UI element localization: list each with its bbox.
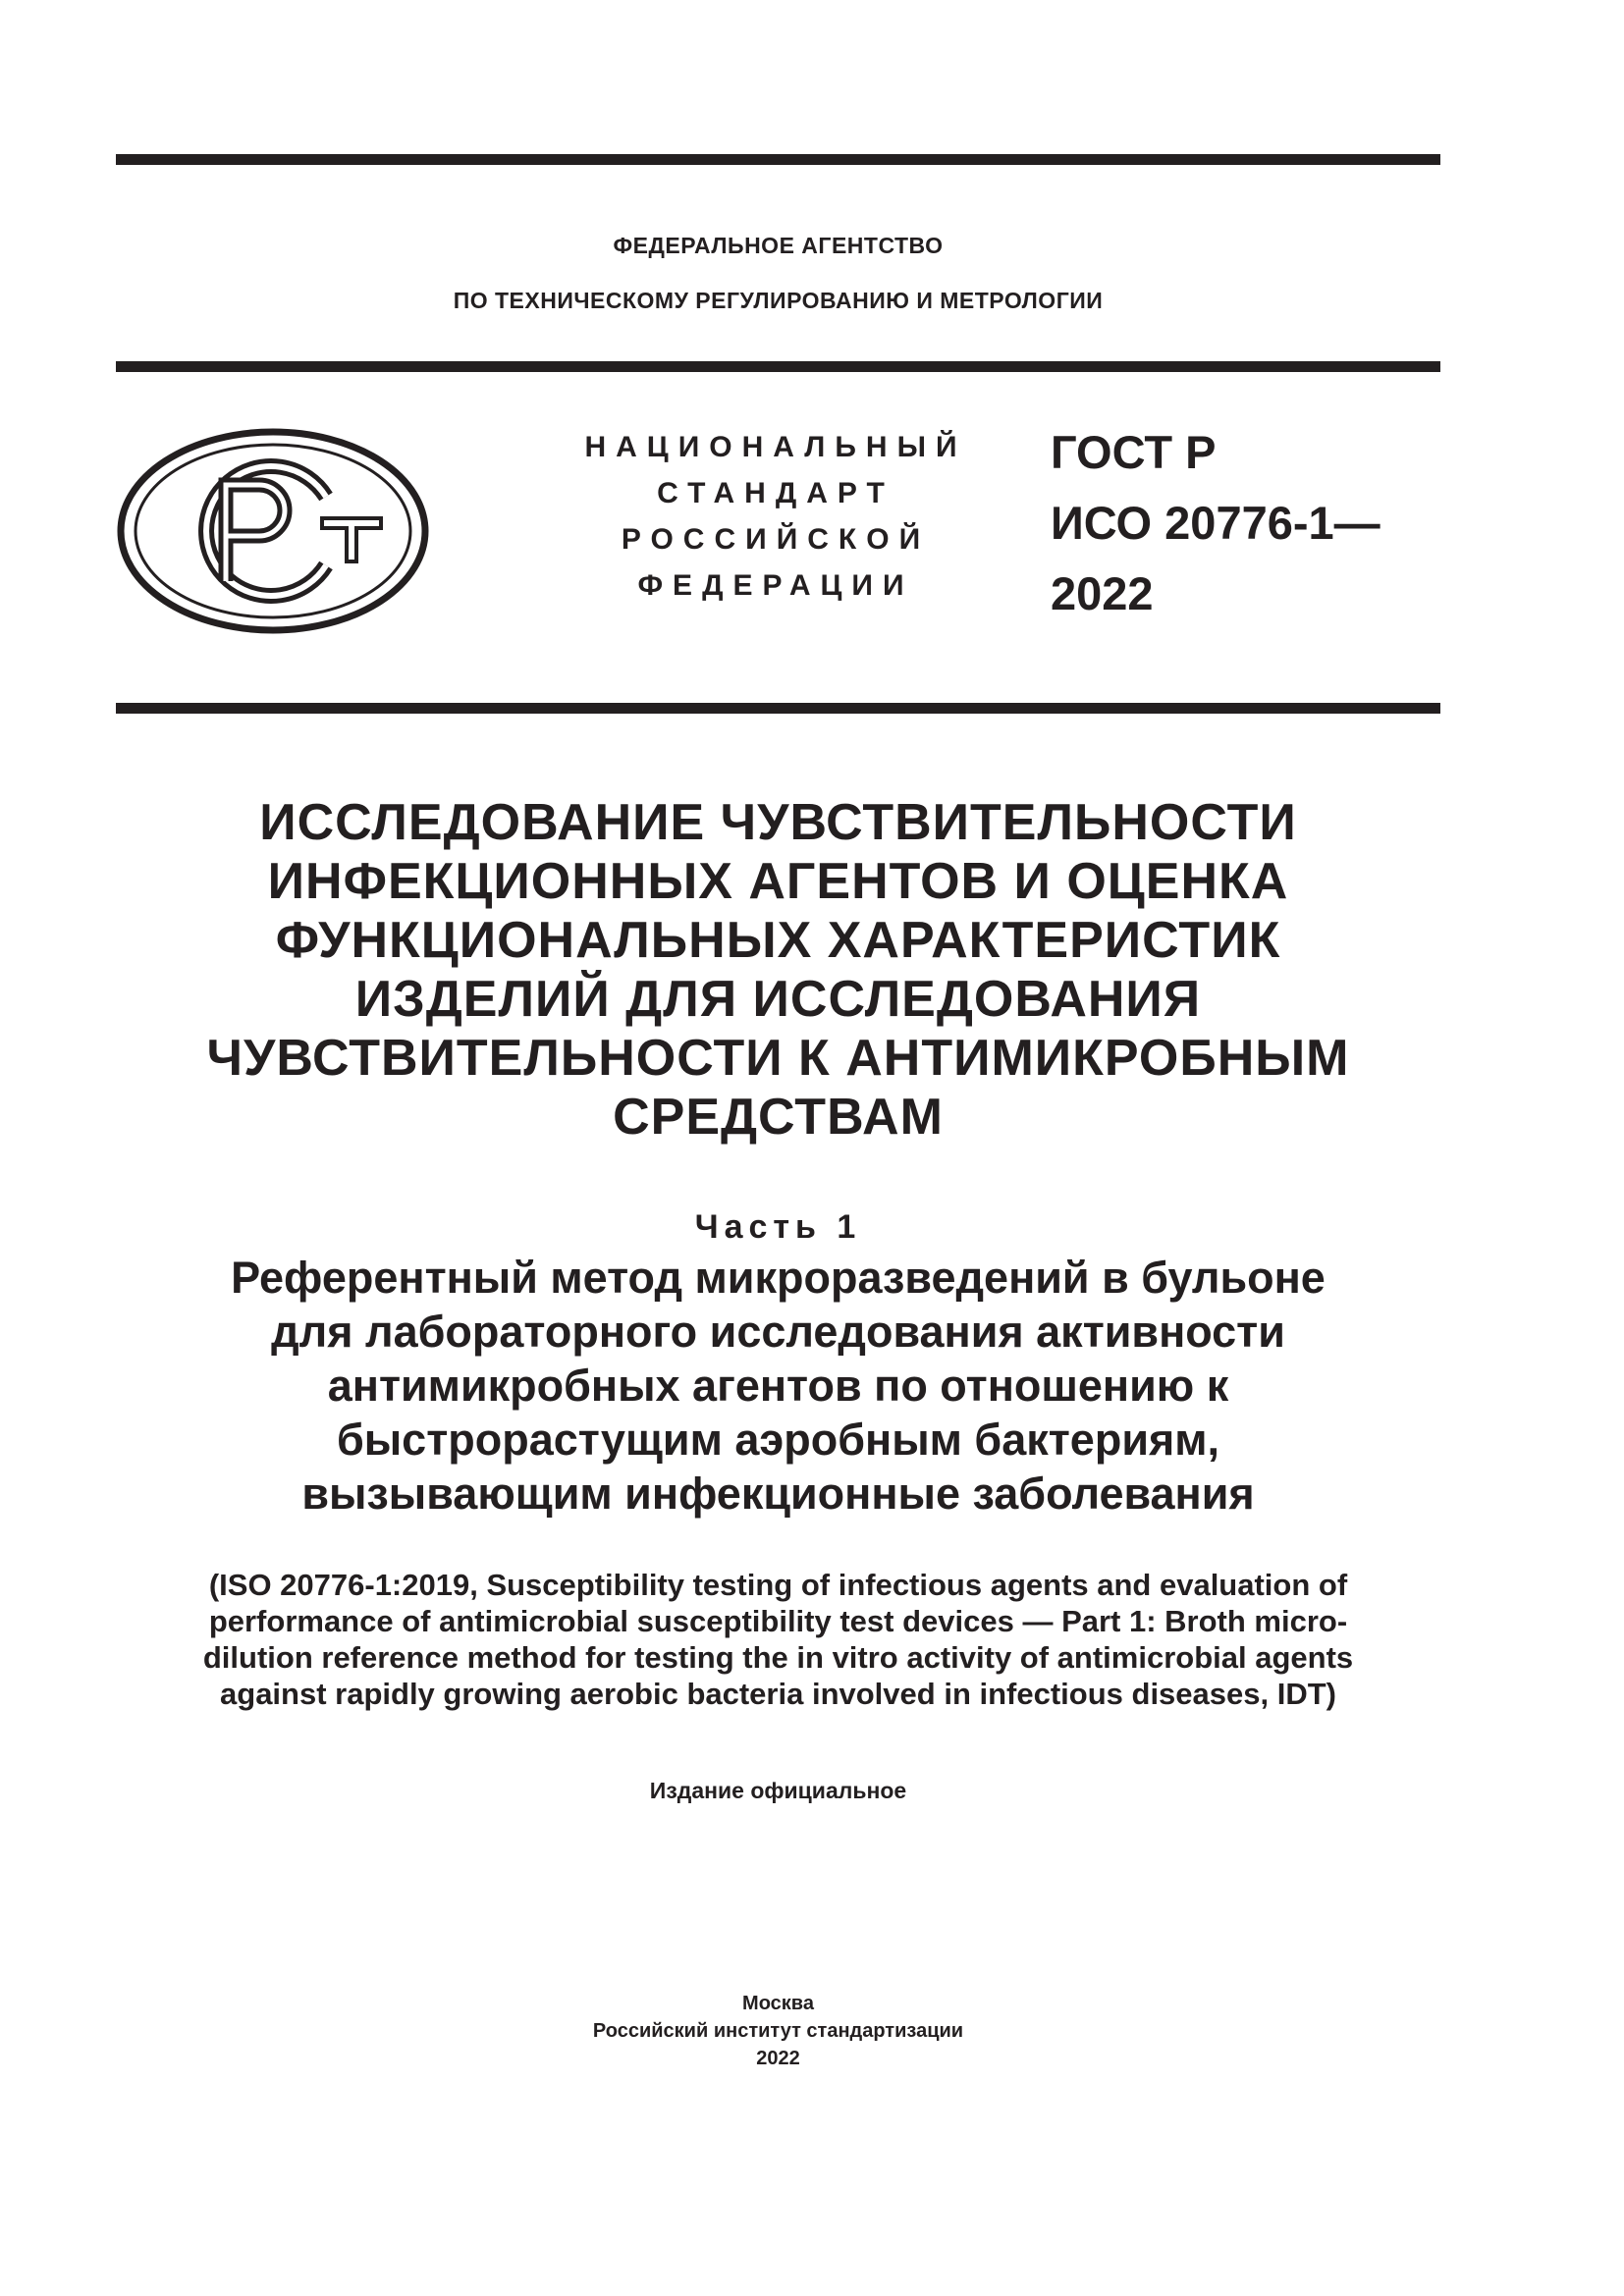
rst-certification-logo-icon <box>116 426 430 636</box>
designation-line-3: 2022 <box>1051 567 1154 619</box>
national-line-3: РОССИЙСКОЙ <box>621 523 931 556</box>
part-subtitle <box>116 1251 1440 1521</box>
title-line-4: ИЗДЕЛИЙ ДЛЯ ИССЛЕДОВАНИЯ <box>354 971 1202 1028</box>
middle-rule <box>116 361 1440 372</box>
designation-line-2: ИСО 20776-1— <box>1051 497 1380 549</box>
iso-line-2: performance of antimicrobial susceptibility test devices — Part 1: Broth micro- <box>208 1604 1348 1638</box>
iso-line-3: dilution reference method for testing the in vitro activity of antimicrobial agents <box>202 1640 1354 1675</box>
national-line-2: СТАНДАРТ <box>657 477 894 509</box>
subtitle-line-3: антимикробных агентов по отношению к <box>327 1361 1229 1411</box>
lower-rule <box>116 703 1440 714</box>
imprint-city: Москва <box>742 1993 814 2014</box>
title-line-6: СРЕДСТВАМ <box>613 1089 944 1146</box>
iso-line-4: against rapidly growing aerobic bacteria involved in infectious diseases, IDT) <box>220 1677 1336 1711</box>
title-line-3: ФУНКЦИОНАЛЬНЫХ ХАРАКТЕРИСТИК <box>275 912 1281 969</box>
imprint <box>116 1990 1440 2072</box>
edition-label: Издание официальное <box>649 1778 907 1803</box>
subtitle-line-2: для лабораторного исследования активности <box>271 1307 1285 1357</box>
designation-line-1: ГОСТ Р <box>1051 426 1217 478</box>
iso-line-1: (ISO 20776-1:2019, Susceptibility testing of infectious agents and evaluation of <box>208 1568 1348 1602</box>
national-line-4: ФЕДЕРАЦИИ <box>637 569 914 602</box>
subtitle-line-1: Референтный метод микроразведений в бульоне <box>231 1253 1326 1303</box>
agency-name <box>116 218 1440 328</box>
agency-line-2: ПО ТЕХНИЧЕСКОМУ РЕГУЛИРОВАНИЮ И МЕТРОЛОГИИ <box>453 288 1104 313</box>
national-line-1: НАЦИОНАЛЬНЫЙ <box>584 431 967 463</box>
national-standard-label <box>550 424 1001 609</box>
iso-reference <box>116 1567 1440 1712</box>
title-line-5: ЧУВСТВИТЕЛЬНОСТИ К АНТИМИКРОБНЫМ <box>206 1030 1350 1087</box>
top-rule <box>116 154 1440 165</box>
subtitle-line-5: вызывающим инфекционные заболевания <box>301 1468 1255 1519</box>
title-line-1: ИССЛЕДОВАНИЕ ЧУВСТВИТЕЛЬНОСТИ <box>259 794 1297 851</box>
imprint-publisher: Российский институт стандартизации <box>592 2020 964 2042</box>
document-title <box>116 793 1440 1147</box>
imprint-year: 2022 <box>756 2048 800 2069</box>
subtitle-line-4: быстрорастущим аэробным бактериям, <box>336 1415 1220 1465</box>
agency-line-1: ФЕДЕРАЛЬНОЕ АГЕНТСТВО <box>613 233 944 258</box>
part-label: Часть 1 <box>694 1208 862 1246</box>
standard-designation <box>1051 417 1380 629</box>
title-line-2: ИНФЕКЦИОННЫХ АГЕНТОВ И ОЦЕНКА <box>267 853 1289 910</box>
